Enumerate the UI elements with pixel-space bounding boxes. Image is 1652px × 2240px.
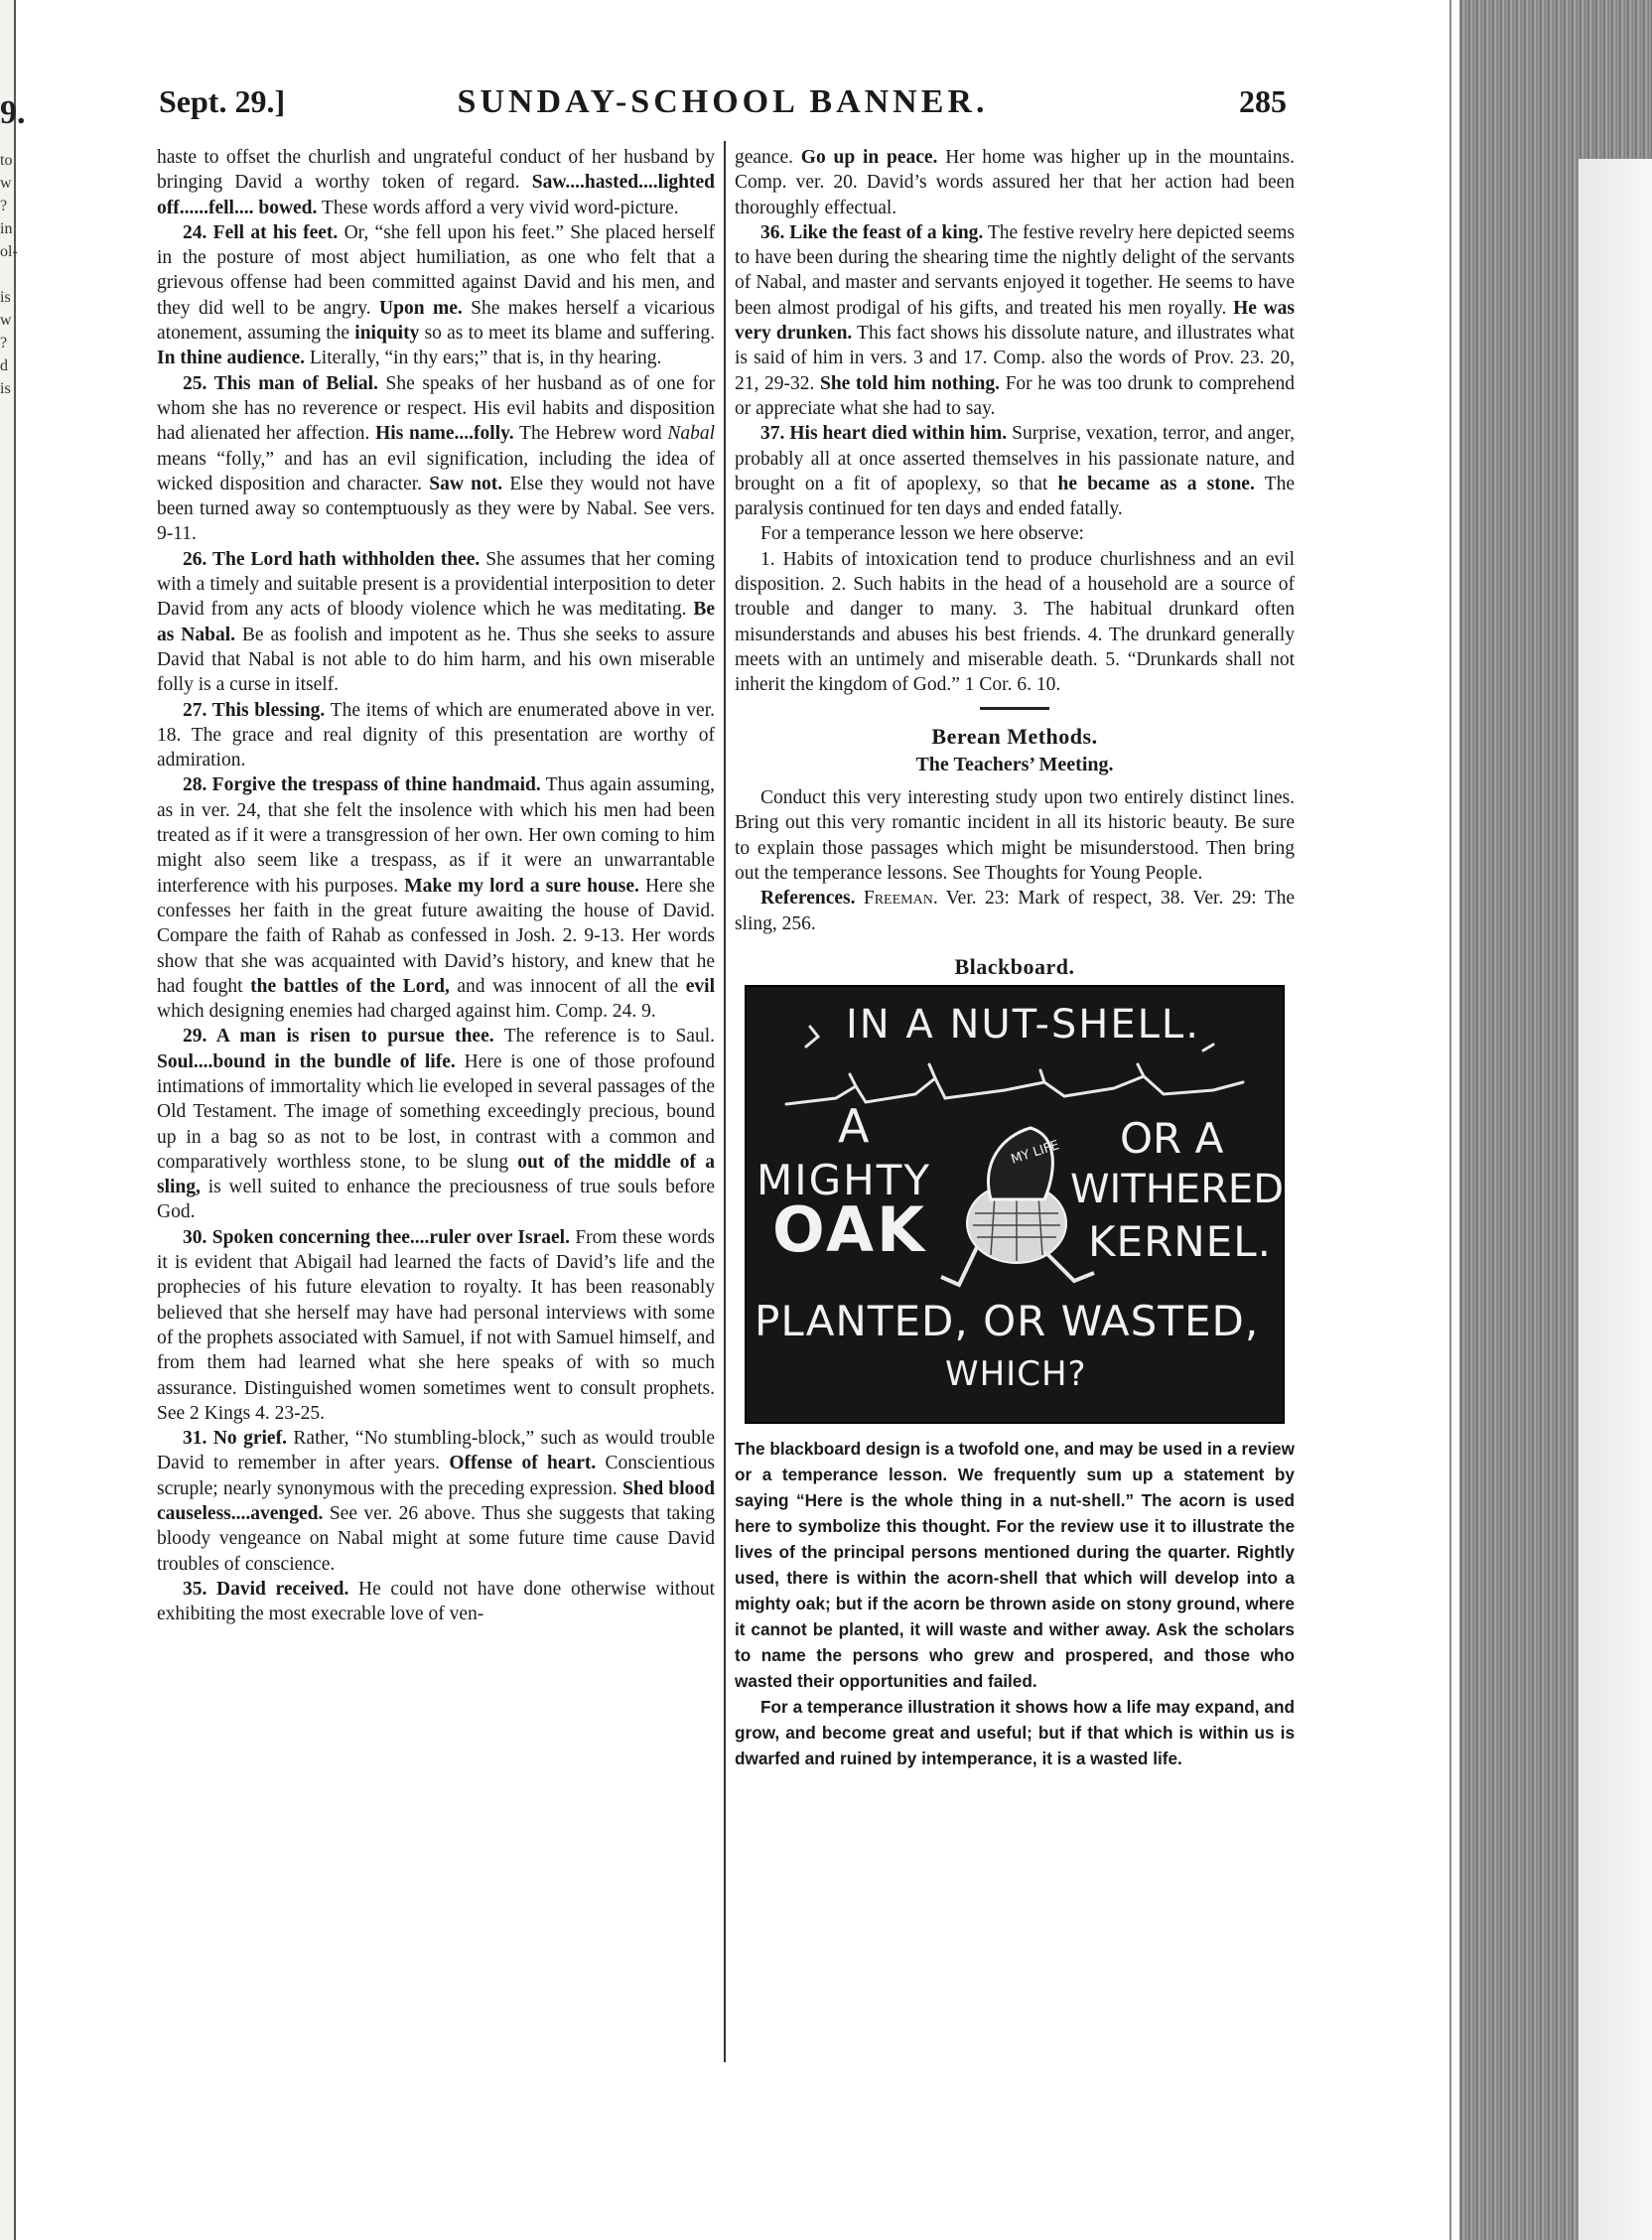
paragraph-verse-37: 37. His heart died within him. Surprise, vexation, terror, and anger, probably all at once asserted themselves in his passionate nature, and brought on a fit of apoplexy, so that he became as a stone. The paralysis continued for ten days and ended fatally. xyxy=(735,423,1295,520)
left-column xyxy=(157,145,715,1627)
blackboard-oak-text: OAK xyxy=(772,1193,928,1267)
section-divider xyxy=(980,707,1049,710)
paragraph-verse-29: 29. A man is risen to pursue thee. The reference is to Saul. Soul....bound in the bundle of life. Here is one of those profound intimations of immortality which lie eveloped in several passages of the Old Testament. The image of something exceedingly precious, bound up in a bag so as not to be lost, in contrast with a common and comparatively worthless stone, to be slung out of the middle of a sling, is well suited to enhance the preciousness of true souls before God. xyxy=(157,1026,716,1223)
blackboard-a-text: A xyxy=(838,1099,870,1154)
previous-page-fragments: to w ? in ol- is w ? d is xyxy=(0,152,18,397)
blackboard-or-a-text: OR A xyxy=(1120,1114,1224,1164)
header-date: Sept. 29.] xyxy=(159,83,286,119)
paragraph-verse-26: 26. The Lord hath withholden thee. She assumes that her coming with a timely and suitable present is a providential interposition to deter David from any acts of bloody violence which he was meditating. Be as Nabal. Be as foolish and impotent as he. Thus she seeks to assure David that Nabal is not able to do him harm, and his own miserable folly is a curse in itself. xyxy=(157,548,716,696)
blackboard-which-text: WHICH? xyxy=(945,1354,1087,1395)
paragraph-verse-28: 28. Forgive the trespass of thine handmaid. Thus again assuming, as in ver. 24, that she felt the insolence with which his men had been treated as if it were a transgression of her own. Her own coming to him might also seem like a trespass, as if it were an unwarrantable interference with his purposes. Make my lord a sure house. Here she confesses her faith in the great future awaiting the house of David. Compare the faith of Rahab as confessed in Josh. 2. 9-13. Her words show that she was acquainted with David’s history, and knew that he had fought the battles of the Lord, and was innocent of all the evil which designing enemies had charged against him. Comp. 24. 9. xyxy=(157,774,715,1023)
page-number: 285 xyxy=(1239,83,1287,119)
blackboard-nutshell-text: IN A NUT-SHELL. xyxy=(846,1002,1200,1049)
blackboard-mighty-text: MIGHTY xyxy=(757,1156,932,1205)
blackboard-withered-text: WITHERED xyxy=(1070,1167,1284,1213)
paragraph-verse-31: 31. No grief. Rather, “No stumbling-block,” such as would trouble David to remember in after years. Offense of heart. Conscientious scruple; nearly synonymous with the preceding expression. Shed blood causeless....avenged. See ver. 26 above. Thus she suggests that taking bloody vengeance on Nabal might at some future time cause David troubles of conscience. xyxy=(157,1428,716,1575)
temperance-points: 1. Habits of intoxication tend to produce churlishness and an evil disposition. 2. Such habits in the head of a household are a source of trouble and danger to many. 3. The habitual drunkard often misunderstands and abuses his best friends. 4. The drunkard generally meets with an untimely and miserable death. 5. “Drunkards shall not inherit the kingdom of God.” 1 Cor. 6. 10. xyxy=(735,548,1295,696)
previous-page-edge xyxy=(0,0,26,2240)
blackboard-illustration xyxy=(745,985,1285,1424)
paragraph-verse-25: 25. This man of Belial. She speaks of her husband as of one for whom she has no reverence or respect. His evil habits and disposition had alienated her affection. His name....folly. The Hebrew word Nabal means “folly,” and has an evil signification, including the idea of wicked disposition and character. Saw not. Else they would not have been turned away so contemptuously as they were by Nabal. See vers. 9-11. xyxy=(157,372,716,545)
subsection-title-teachers: The Teachers’ Meeting. xyxy=(915,753,1114,775)
column-rule xyxy=(724,141,726,2062)
blackboard-explanation xyxy=(735,1436,1295,1771)
blackboard-kernel-text: KERNEL. xyxy=(1088,1217,1272,1267)
teachers-meeting-text: Conduct this very interesting study upon two entirely distinct lines. Bring out this very romantic incident in all its historic beauty. Be sure to explain those passages which might be misunderstood. Then bring out the temperance lessons. See Thoughts for Young People. xyxy=(735,787,1295,885)
blackboard-explanation-2: For a temperance illustration it shows how a life may expand, and grow, and become great and useful; but if that which is within us is dwarfed and ruined by intemperance, it is a wasted life. xyxy=(735,1697,1295,1769)
section-title-blackboard: Blackboard. xyxy=(954,953,1075,979)
page-gutter xyxy=(1451,0,1459,2240)
paragraph-verse-35: 35. David received. He could not have done otherwise without exhibiting the most execrable love of ven- xyxy=(157,1578,716,1625)
paragraph-verse-27: 27. This blessing. The items of which are enumerated above in ver. 18. The grace and real dignity of this presentation are worthy of admiration. xyxy=(157,699,715,771)
next-page-edge xyxy=(1579,159,1652,2240)
running-header xyxy=(159,83,1287,129)
temperance-intro: For a temperance lesson we here observe: xyxy=(760,523,1084,545)
paragraph-verse-36: 36. Like the feast of a king. The festive revelry here depicted seems to have been during the shearing time the nightly delight of the servants of Nabal, and master and servants enjoyed it together. He seems to have been almost prodigal of his gifts, and treated his men royally. He was very drunken. This fact shows his dissolute nature, and illustrates what is said of him in vers. 3 and 17. Comp. also the words of Prov. 23. 20, 21, 29-32. She told him nothing. For he was too drunk to comprehend or appreciate what she had to say. xyxy=(735,221,1296,419)
paragraph-opening: haste to offset the churlish and ungrateful conduct of her husband by bringing David a worthy token of regard. Saw....hasted....lighted off......fell.... bowed. These words afford a very vivid word-picture. xyxy=(157,147,715,218)
paragraph-verse-24: 24. Fell at his feet. Or, “she fell upon his feet.” She placed herself in the posture of most abject humiliation, as one who felt that a grievous offense had been committed against David and his men, and they did well to be angry. Upon me. She makes herself a vicarious atonement, assuming the iniquity so as to meet its blame and suffering. In thine audience. Literally, “in thy ears;” that is, in thy hearing. xyxy=(157,221,715,369)
header-title: SUNDAY-SCHOOL BANNER. xyxy=(457,83,989,120)
references-paragraph: References. Freeman. Ver. 23: Mark of respect, 38. Ver. 29: The sling, 256. xyxy=(735,888,1295,934)
blackboard-planted-text: PLANTED, OR WASTED, xyxy=(755,1297,1260,1346)
section-title-berean: Berean Methods. xyxy=(931,723,1098,749)
previous-page-number: 9. xyxy=(0,94,26,131)
blackboard-explanation-1: The blackboard design is a twofold one, and may be used in a review or a temperance lesson. We frequently sum up a statement by saying “Here is the whole thing in a nut-shell.” The acorn is used here to symbolize this thought. For the review use it to illustrate the lives of the principal persons mentioned during the quarter. Rightly used, there is within the acorn-shell that which will develop into a mighty oak; but if the acorn be thrown aside on stony ground, where it cannot be planted, it will waste and wither away. Ask the scholars to name the persons who grew and prospered, and those who wasted their opportunities and failed. xyxy=(735,1439,1295,1692)
svg-text:MY LIFE: MY LIFE xyxy=(1009,1138,1061,1169)
right-column xyxy=(735,145,1295,1771)
paragraph-verse-30: 30. Spoken concerning thee....ruler over Israel. From these words it is evident that Abigail had learned the facts of David’s life and the prophecies of his future elevation to royalty. It has been reasonably believed that she herself may have had personal interviews with some of the prophets associated with Samuel, if not with Samuel himself, and from them had learned what she here speaks of with so much assurance. Distinguished women sometimes went to consult prophets. See 2 Kings 4. 23-25. xyxy=(157,1226,715,1424)
paragraph-continuation: geance. Go up in peace. Her home was higher up in the mountains. Comp. ver. 20. David’s words assured her that her action had been thoroughly effectual. xyxy=(735,147,1295,218)
